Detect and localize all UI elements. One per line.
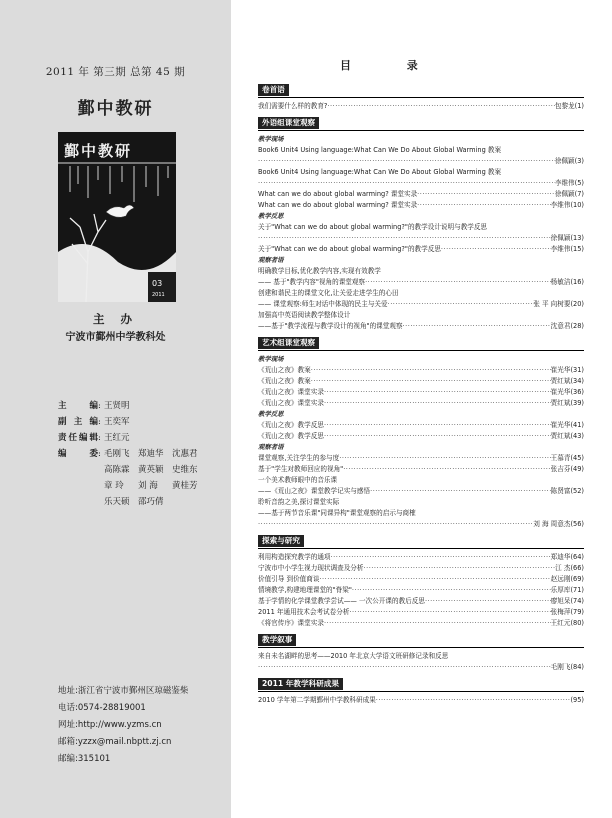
cover-issue-number: 03: [152, 279, 163, 288]
entry-title: 《荒山之夜》教案: [258, 366, 311, 374]
dot-leader: [343, 464, 550, 475]
toc-entry[interactable]: [258, 563, 584, 574]
entry-title: 价值引导 到价值商谈: [258, 575, 320, 583]
toc-entry[interactable]: [258, 277, 584, 288]
entry-title: 聆听音韵之美,探讨课堂实际: [258, 498, 340, 506]
entry-title: 《荒山之夜》教学反思: [258, 432, 324, 440]
toc-section: [258, 535, 584, 629]
cover-year: 2011: [152, 292, 165, 298]
entry-title: ——基于"教学流程与教学设计的视角"的课堂观察: [258, 322, 403, 330]
left-panel: [0, 0, 231, 818]
section-heading: [258, 634, 584, 648]
issue-line: 2011 年 第三期 总第 45 期: [45, 66, 186, 78]
entry-author-page: 沈意君(28): [550, 322, 584, 330]
toc-section: [258, 84, 584, 112]
toc-entry[interactable]: [258, 585, 584, 596]
dot-leader: [403, 321, 551, 332]
toc-entry[interactable]: [258, 695, 584, 706]
dot-leader: [324, 618, 551, 629]
entry-title: Book6 Unit4 Using language:What Can We Do About Global Warming 教案: [258, 146, 502, 154]
dot-leader: [376, 695, 571, 706]
dot-leader: [258, 662, 551, 673]
entry-title: 来自未名湖畔的思考——2010 年北京大学语文班研修记录和反思: [258, 652, 449, 660]
toc-entry[interactable]: [258, 475, 584, 486]
dot-leader: [441, 244, 551, 255]
section-heading: [258, 535, 584, 549]
toc-entry[interactable]: [258, 266, 584, 277]
toc-entry[interactable]: [258, 596, 584, 607]
subsection-label: 观察者语: [258, 256, 284, 264]
toc-section: [258, 117, 584, 332]
toc-entry[interactable]: [258, 321, 584, 332]
toc-section: [258, 337, 584, 530]
toc-entry[interactable]: [258, 310, 584, 321]
entry-title: What can we do about global warming? 课堂实录: [258, 201, 418, 209]
toc-entry[interactable]: [258, 607, 584, 618]
contact-line: 电话:0574-28819001: [58, 703, 146, 713]
entry-title: 明确教学目标,优化教学内容,实现有效教学: [258, 267, 381, 275]
subsection-label: 教学反思: [258, 410, 284, 418]
section-heading-label: 卷首语: [258, 84, 289, 96]
entry-title: ——《荒山之夜》课堂教学记实与感悟: [258, 487, 371, 495]
contact-info: [58, 683, 188, 768]
entry-author-page: 张梅萍(79): [550, 608, 584, 616]
toc-entry[interactable]: [258, 618, 584, 629]
responsible-editor-row: 责任编辑 : 王红元: [58, 430, 204, 446]
editorial-member: 史维东: [172, 465, 198, 475]
entry-title: 我们需要什么样的教育?: [258, 102, 328, 110]
deputy-editor: 王奕军: [104, 417, 130, 427]
entry-author-page: 贾红斌(43): [550, 432, 584, 440]
entry-author-page: 崔光华(36): [550, 388, 584, 396]
chief-editor-label: 主 编: [58, 401, 98, 411]
dot-leader: [311, 376, 551, 387]
entry-author-page: 徐佩颖(3): [554, 157, 584, 165]
contact-line: 邮箱:yzzx@mail.nbptt.zj.cn: [58, 737, 172, 747]
toc-entry[interactable]: [258, 101, 584, 112]
editorial-member: 郑迪华: [138, 449, 164, 459]
entry-author-page: 徐佩颖(7): [554, 190, 584, 198]
dot-leader: [311, 365, 551, 376]
section-heading: [258, 337, 584, 351]
toc-entry[interactable]: [258, 222, 584, 233]
section-heading-label: 2011 年教学科研成果: [258, 678, 343, 690]
section-heading-label: 艺术组课堂观察: [258, 337, 319, 349]
toc-entry[interactable]: [258, 156, 584, 167]
dot-leader: [258, 519, 533, 530]
subsection-label: 教学现场: [258, 135, 284, 143]
chief-editor-row: 主 编 : 王贤明: [58, 398, 204, 414]
cover-image: [58, 132, 176, 302]
entry-author-page: 江 杰(66): [555, 564, 584, 572]
toc-entry[interactable]: [258, 200, 584, 211]
entry-title: 《荒山之夜》课堂实录: [258, 388, 324, 396]
entry-author-page: 徐佩颖(13): [550, 234, 584, 242]
entry-author-page: 李维伟(15): [550, 245, 584, 253]
responsible-editor-label: 责任编辑: [58, 433, 98, 443]
dot-leader: [339, 453, 550, 464]
toc-entry[interactable]: [258, 233, 584, 244]
entry-author-page: 李维伟(5): [554, 179, 584, 187]
toc-entry[interactable]: [258, 178, 584, 189]
dot-leader: [425, 596, 551, 607]
subsection-label: 教学现场: [258, 355, 284, 363]
contact-line: 地址:浙江省宁波市鄞州区琼磁鉴柴: [58, 686, 189, 696]
entry-title: 关于"What can we do about global warming?"的教学反思: [258, 245, 441, 253]
toc-entry[interactable]: [258, 398, 584, 409]
toc-entry[interactable]: [258, 420, 584, 431]
deputy-editor-row: 副 主 编 : 王奕军: [58, 414, 204, 430]
subsection-label: 教学反思: [258, 212, 284, 220]
dot-leader: [352, 585, 551, 596]
entry-author-page: 包黎龙(1): [554, 102, 584, 110]
entry-title: 2011 年通用技术会考试卷分析: [258, 608, 350, 616]
entry-author-page: 贾红斌(34): [550, 377, 584, 385]
toc-entry[interactable]: [258, 508, 584, 519]
contact-line: 邮编:315101: [58, 754, 111, 764]
toc-entry[interactable]: [258, 431, 584, 442]
responsible-editor: 王红元: [104, 433, 130, 443]
toc-entry[interactable]: [258, 552, 584, 563]
contact-line: 网址:http://www.yzms.cn: [58, 720, 162, 730]
entry-title: 基于学情的化学课堂教学尝试—— 一次公开课的教后反思: [258, 597, 425, 605]
section-heading: [258, 117, 584, 131]
toc-entry[interactable]: [258, 662, 584, 673]
entry-title: 《将官传序》课堂实录: [258, 619, 324, 627]
toc-entry[interactable]: [258, 651, 584, 662]
entry-author-page: 李维伟(10): [550, 201, 584, 209]
toc-entry[interactable]: [258, 376, 584, 387]
section-heading-label: 外语组课堂观察: [258, 117, 319, 129]
journal-title: 鄞中教研: [77, 99, 154, 119]
table-of-contents: [258, 84, 584, 706]
entry-author-page: 王慕青(45): [550, 454, 584, 462]
entry-title: 基于"学生对教师回应的视角": [258, 465, 344, 473]
entry-author-page: 张 平 向树要(20): [533, 300, 584, 308]
toc-entry[interactable]: [258, 145, 584, 156]
toc-entry[interactable]: [258, 519, 584, 530]
deputy-editor-label: 副 主 编: [58, 417, 98, 427]
entry-title: 利用构造探究教学的通项: [258, 553, 331, 561]
entry-author-page: (95): [570, 696, 584, 704]
section-heading-label: 探索与研究: [258, 535, 304, 547]
toc-entry[interactable]: [258, 464, 584, 475]
editorial-member: 黄桂芳: [172, 481, 198, 491]
entry-author-page: 毛刚飞(84): [550, 663, 584, 671]
members-list: [104, 446, 204, 510]
subsection-label: 观察者语: [258, 443, 284, 451]
entry-author-page: 杨敏洁(16): [550, 278, 584, 286]
toc-entry[interactable]: [258, 288, 584, 299]
entry-author-page: 刘 海 周意杰(56): [533, 520, 584, 528]
toc-entry[interactable]: [258, 167, 584, 178]
entry-title: 情境教学,构建地理课堂的"脊梁": [258, 586, 352, 594]
chief-editor: 王贤明: [104, 401, 130, 411]
editorial-member: 刘 海: [138, 481, 158, 491]
entry-author-page: 王红元(80): [550, 619, 584, 627]
toc-entry[interactable]: [258, 387, 584, 398]
toc-entry[interactable]: [258, 244, 584, 255]
entry-author-page: 廖旭呆(74): [550, 597, 584, 605]
entry-author-page: 贾红斌(39): [550, 399, 584, 407]
cover-title: 鄞中教研: [64, 142, 133, 160]
members-label: 编 委: [58, 449, 98, 459]
entry-author-page: 陈贤富(52): [550, 487, 584, 495]
editorial-members-row: 编 委 : 毛刚飞 郑迪华 沈惠君 高陈霖 黄英颖 史维东 章 玲 刘 海 黄桂芳 乐天硕 邵巧倩: [58, 446, 204, 510]
dot-leader: [324, 398, 551, 409]
dot-leader: [324, 387, 551, 398]
entry-title: 关于"What can we do about global warming?"的教学设计说明与教学反思: [258, 223, 488, 231]
entry-title: 《荒山之夜》课堂实录: [258, 399, 324, 407]
toc-title-right: 录: [406, 59, 418, 72]
entry-title: 《荒山之夜》教学反思: [258, 421, 324, 429]
entry-author-page: 崔光华(31): [550, 366, 584, 374]
dot-leader: [258, 156, 555, 167]
section-heading: [258, 84, 584, 98]
section-heading-label: 教学叙事: [258, 634, 296, 646]
entry-author-page: 崔光华(41): [550, 421, 584, 429]
dot-leader: [364, 563, 556, 574]
entry-author-page: 赵远刚(69): [550, 575, 584, 583]
sponsor-name: 宁波市鄞州中学教科处: [65, 332, 166, 343]
editorial-member: 沈惠君: [172, 449, 198, 459]
sponsor-heading: 主 办: [92, 312, 138, 326]
toc-entry[interactable]: [258, 497, 584, 508]
dot-leader: [417, 200, 551, 211]
dot-leader: [324, 420, 551, 431]
dot-leader: [258, 233, 551, 244]
toc-entry[interactable]: [258, 189, 584, 200]
toc-section: [258, 634, 584, 673]
toc-section: [258, 678, 584, 706]
editorial-member: 章 玲: [104, 481, 124, 491]
toc-entry[interactable]: [258, 574, 584, 585]
toc-entry[interactable]: [258, 365, 584, 376]
editorial-member: 毛刚飞: [104, 449, 130, 459]
dot-leader: [388, 299, 534, 310]
editorial-member: 乐天硕: [104, 497, 130, 507]
entry-title: What can we do about global warming? 课堂实录: [258, 190, 418, 198]
toc-entry[interactable]: [258, 453, 584, 464]
dot-leader: [327, 101, 554, 112]
entry-title: —— 课堂观察:师生对话中体现的民主与关爱: [258, 300, 388, 308]
dot-leader: [365, 277, 551, 288]
section-heading: [258, 678, 584, 692]
dot-leader: [417, 189, 555, 200]
entry-title: ——基于两节音乐课"同课异构"课堂观察的启示与商榷: [258, 509, 416, 517]
dot-leader: [349, 607, 550, 618]
entry-title: 2010 学年第二学期鄞州中学教科研成果: [258, 696, 376, 704]
editorial-member: 高陈霖: [104, 465, 130, 475]
entry-title: Book6 Unit4 Using language:What Can We Do About Global Warming 教案: [258, 168, 502, 176]
dot-leader: [331, 552, 551, 563]
dot-leader: [258, 178, 555, 189]
entry-title: 宁波市中小学生视力现状调查及分析: [258, 564, 364, 572]
entry-title: 创建和谐民主的课堂文化,让关爱走进学生的心田: [258, 289, 399, 297]
entry-author-page: 张吉芬(49): [550, 465, 584, 473]
entry-title: —— 基于"教学内容"视角的课堂观察: [258, 278, 366, 286]
entry-author-page: 郑迪华(64): [550, 553, 584, 561]
dot-leader: [319, 574, 550, 585]
dot-leader: [324, 431, 551, 442]
cover-illustration: [58, 132, 176, 302]
entry-title: 加强高中英语阅读教学整体设计: [258, 311, 351, 319]
entry-title: 课堂观察,关注学生的参与度: [258, 454, 340, 462]
editorial-board: [58, 398, 204, 510]
entry-title: 一个美术教师眼中的音乐课: [258, 476, 338, 484]
editorial-member: 黄英颖: [138, 465, 164, 475]
toc-entry[interactable]: [258, 486, 584, 497]
dot-leader: [370, 486, 551, 497]
entry-author-page: 乐厚库(71): [550, 586, 584, 594]
editorial-member: 邵巧倩: [138, 497, 164, 507]
toc-entry[interactable]: [258, 299, 584, 310]
toc-title: [340, 57, 418, 73]
toc-title-left: 目: [340, 59, 351, 72]
entry-title: 《荒山之夜》教案: [258, 377, 311, 385]
